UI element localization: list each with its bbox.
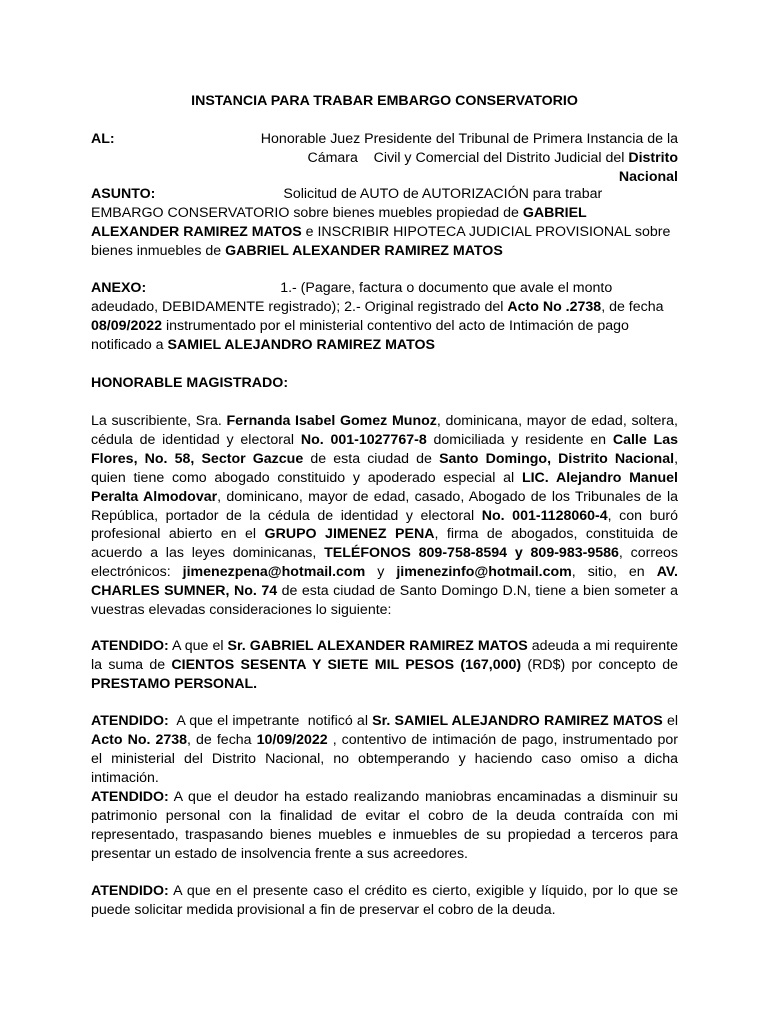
- intro-phones: TELÉFONOS 809-758-8594 y 809-983-9586: [324, 545, 619, 562]
- atendido-3-label: ATENDIDO:: [91, 789, 169, 805]
- intro-t7: , con buró profesional abierto en el: [91, 507, 678, 543]
- atendido-2-fecha: 10/09/2022: [256, 731, 328, 748]
- atendido-1-concept: PRESTAMO PERSONAL.: [91, 675, 258, 692]
- intro-lawyer-cedula: No. 001-1128060-4: [481, 507, 608, 524]
- intro-address: Calle Las Flores, No. 58, Sector Gazcue: [91, 431, 679, 467]
- atendido-3-t1: A que el deudor ha estado realizando maniobras encaminadas a disminuir su patrimonio personal con la finalidad de evitar el cobro de la deuda contraída con mi representado, traspasando bienes muebles e inmuebles de su propiedad a terceros para presentar un estado de insolvencia frente a sus acreedores.: [91, 789, 678, 862]
- asunto-section: [91, 185, 678, 261]
- atendido-2-acto: Acto No. 2738: [91, 731, 188, 748]
- al-label: AL:: [91, 131, 115, 147]
- asunto-text-2: e INSCRIBIR HIPOTECA JUDICIAL PROVISIONAL sobre bienes inmuebles de: [91, 223, 671, 259]
- asunto-text-1: Solicitud de AUTO de AUTORIZACIÓN para trabar EMBARGO CONSERVATORIO sobre bienes muebles propiedad de: [91, 186, 603, 221]
- intro-t1: La suscribiente, Sra.: [91, 413, 227, 429]
- intro-t6: , dominicano, mayor de edad, casado, Abogado de los Tribunales de la República, portador de la cédula de identidad y electoral: [91, 488, 678, 524]
- intro-t10: y: [365, 564, 397, 581]
- intro-t5: , quien tiene como abogado constituido y apoderado especial al: [91, 450, 679, 486]
- atendido-4-label: ATENDIDO:: [91, 883, 169, 899]
- intro-email-1: jimenezpena@hotmail.com: [182, 564, 366, 581]
- intro-t12: de esta ciudad de Santo Domingo D.N, tiene a bien someter a vuestras elevadas consideraciones lo siguiente:: [91, 583, 678, 619]
- atendido-3: [91, 788, 678, 864]
- atendido-1-debtor: Sr. GABRIEL ALEXANDER RAMIREZ MATOS: [227, 638, 528, 654]
- atendido-2: [91, 712, 678, 788]
- al-line-2-text: Cámara Civil y Comercial del Distrito Judicial del: [307, 149, 629, 166]
- anexo-text-1: 1.- (Pagare, factura o documento que avale el monto adeudado, DEBIDAMENTE registrado); 2.- Original registrado del: [91, 280, 613, 315]
- atendido-2-notified: Sr. SAMIEL ALEJANDRO RAMIREZ MATOS: [372, 713, 663, 729]
- al-line-1: Honorable Juez Presidente del Tribunal de Primera Instancia de la: [260, 131, 678, 147]
- anexo-label: ANEXO:: [91, 280, 147, 296]
- atendido-2-t1: A que el impetrante notificó al: [168, 713, 373, 729]
- intro-t8: , firma de abogados, constituida de acuerdo a las leyes dominicanas,: [91, 526, 678, 562]
- anexo-text-3: instrumentado por el ministerial contentivo del acto de Intimación de pago notificado a: [91, 317, 629, 353]
- intro-email-2: jimenezinfo@hotmail.com: [396, 564, 572, 581]
- atendido-1-t1: A que el: [168, 638, 228, 654]
- al-text: [259, 130, 678, 187]
- intro-t11: , sitio, en: [571, 564, 657, 581]
- intro-firm-address: AV. CHARLES SUMNER, No. 74: [91, 564, 678, 600]
- asunto-debtor-1: GABRIEL ALEXANDER RAMIREZ MATOS: [91, 204, 587, 240]
- al-line-2: [259, 149, 678, 187]
- atendido-1-label: ATENDIDO:: [91, 638, 169, 654]
- atendido-1-amount: CIENTOS SESENTA Y SIETE MIL PESOS (167,000): [171, 656, 522, 673]
- anexo-text-2: , de fecha: [601, 298, 664, 315]
- atendido-2-label: ATENDIDO:: [91, 713, 169, 729]
- intro-t2: , dominicana, mayor de edad, soltera, cédula de identidad y electoral: [91, 413, 678, 448]
- atendido-4-t1: A que en el presente caso el crédito es cierto, exigible y líquido, por lo que se puede solicitar medida provisional a fin de preservar el cobro de la deuda.: [91, 883, 678, 918]
- atendido-4: [91, 882, 678, 920]
- intro-t3: domiciliada y residente en: [426, 431, 613, 448]
- anexo-section: [91, 279, 678, 355]
- intro-firm: GRUPO JIMENEZ PENA: [264, 526, 435, 543]
- anexo-fecha: 08/09/2022: [91, 317, 163, 334]
- al-district: Distrito Nacional: [618, 149, 678, 185]
- asunto-debtor-2: GABRIEL ALEXANDER RAMIREZ MATOS: [225, 242, 503, 259]
- atendido-1: [91, 637, 678, 694]
- anexo-acto: Acto No .2738: [507, 298, 602, 315]
- document-title: INSTANCIA PARA TRABAR EMBARGO CONSERVATORIO: [191, 93, 578, 109]
- intro-t4: de esta ciudad de: [303, 450, 440, 467]
- intro-cedula: No. 001-1027767-8: [300, 431, 427, 448]
- intro-lawyer: LIC. Alejandro Manuel Peralta Almodovar: [91, 469, 678, 505]
- intro-name: Fernanda Isabel Gomez Munoz: [226, 413, 437, 429]
- intro-paragraph: [91, 412, 678, 620]
- honorable-text: HONORABLE MAGISTRADO:: [91, 375, 289, 391]
- atendido-1-t3: (RD$) por concepto de: [521, 656, 679, 673]
- intro-t9: , correos electrónicos:: [91, 545, 678, 581]
- honorable-heading: [91, 374, 678, 393]
- intro-city: Santo Domingo, Distrito Nacional: [439, 450, 675, 467]
- atendido-2-t2: el: [662, 713, 678, 729]
- asunto-label: ASUNTO:: [91, 186, 156, 202]
- atendido-1-t2: adeuda a mi requirente la suma de: [91, 638, 678, 673]
- anexo-notified: SAMIEL ALEJANDRO RAMIREZ MATOS: [167, 336, 435, 353]
- atendido-2-t3: , de fecha: [187, 731, 257, 748]
- atendido-2-t4: , contentivo de intimación de pago, instrumentado por el ministerial del Distrito Nacional, no obtemperando y haciendo caso omiso a dicha intimación.: [91, 731, 678, 786]
